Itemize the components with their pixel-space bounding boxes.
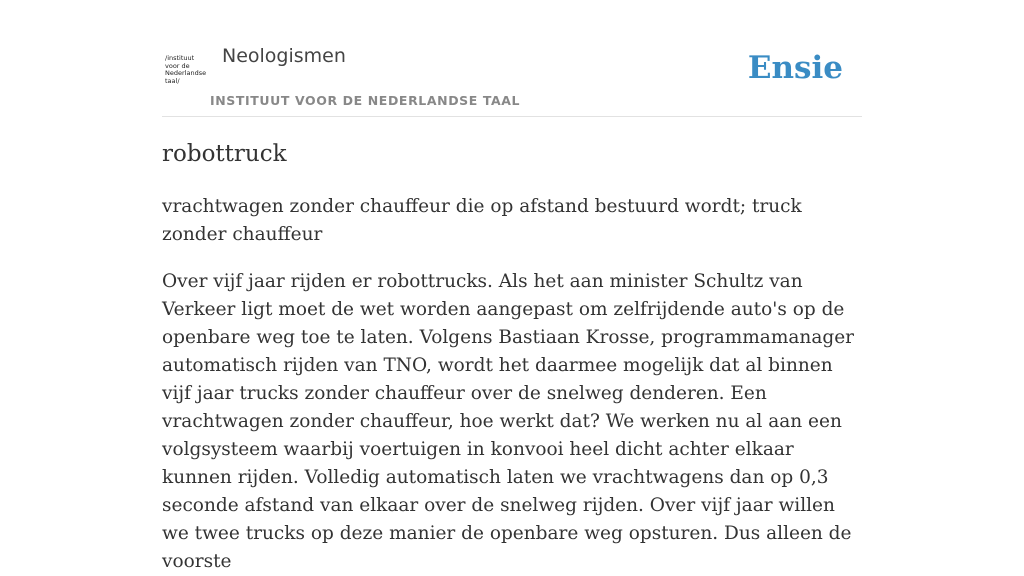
headword: robottruck (162, 141, 287, 167)
example-text: Over vijf jaar rijden er robottrucks. Als het aan minister Schultz van Verkeer ligt moet de wet worden aangepast om zelfrijdende auto's op de openbare weg toe te laten. Volgens Bastiaan Krosse, programmamanager automatisch rijden van TNO, wordt het daarmee mogelijk dat al binnen vijf jaar trucks zonder chauffeur over de snelweg denderen. Een vrachtwagen zonder chauffeur, hoe werkt dat? We werken nu al aan een volgsysteem waarbij voertuigen in konvooi heel dicht achter elkaar kunnen rijden. Volledig automatisch laten we vrachtwagens dan op 0,3 seconde afstand van elkaar over de snelweg rijden. Over vijf jaar willen we twee trucks op deze manier de openbare weg opsturen. Dus alleen de voorste (162, 271, 854, 572)
site-subtitle: INSTITUUT VOOR DE NEDERLANDSE TAAL (210, 93, 521, 108)
ensie-brand-link[interactable]: Ensie (747, 50, 843, 86)
institute-logo[interactable] (165, 55, 209, 91)
logo-line: Nederlandse (165, 69, 207, 77)
definition-text: vrachtwagen zonder chauffeur die op afstand bestuurd wordt; truck zonder chauffeur (162, 196, 802, 245)
page-container (162, 0, 862, 572)
header (162, 0, 862, 117)
logo-line: voor de (165, 61, 190, 70)
logo-line: taal/ (165, 76, 180, 85)
logo-line: /instituut (165, 54, 195, 62)
site-title-link[interactable]: Neologismen (222, 45, 346, 67)
